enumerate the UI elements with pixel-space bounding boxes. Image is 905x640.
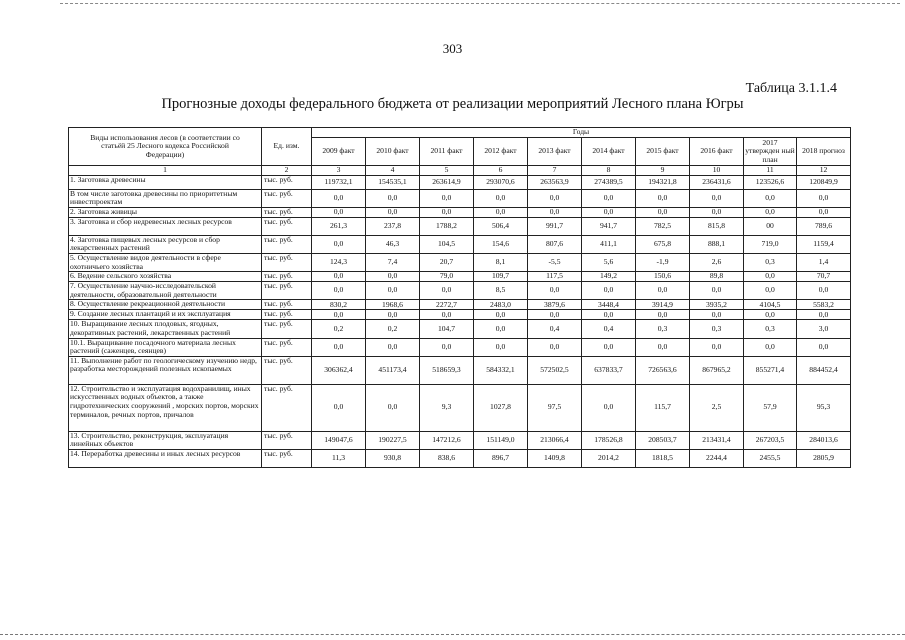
row-value-cell: 0,0 xyxy=(797,338,851,356)
row-value-cell: 0,2 xyxy=(366,320,420,338)
row-value-cell: 119732,1 xyxy=(312,175,366,189)
row-activity-name: 9. Создание лесных плантаций и их эксплуатация xyxy=(69,310,262,320)
row-value-cell: 1968,6 xyxy=(366,300,420,310)
row-value-cell: 149047,6 xyxy=(312,431,366,449)
header-year-cell: 2016 факт xyxy=(690,138,744,166)
row-value-cell: 0,0 xyxy=(420,189,474,207)
row-unit: тыс. руб. xyxy=(262,189,312,207)
row-value-cell: 0,0 xyxy=(690,338,744,356)
row-value-cell: 0,0 xyxy=(744,207,797,217)
column-index-cell: 11 xyxy=(744,166,797,176)
row-value-cell: 0,0 xyxy=(582,189,636,207)
row-value-cell: 151149,0 xyxy=(474,431,528,449)
row-value-cell: 888,1 xyxy=(690,235,744,253)
row-activity-name: 3. Заготовка и сбор недревесных лесных ресурсов xyxy=(69,217,262,235)
header-year-cell: 2017 утвержден ный план xyxy=(745,137,795,164)
table-row xyxy=(69,189,851,207)
row-value-cell: 213066,4 xyxy=(528,431,582,449)
row-value-cell: 0,0 xyxy=(690,207,744,217)
row-value-cell: 1,4 xyxy=(797,253,851,271)
row-activity-name: 8. Осуществление рекреационной деятельности xyxy=(69,300,262,310)
row-value-cell: 5,6 xyxy=(582,253,636,271)
row-value-cell: 1409,8 xyxy=(528,449,582,467)
row-value-cell: 4104,5 xyxy=(744,300,797,310)
table-number: Таблица 3.1.1.4 xyxy=(745,81,837,96)
row-value-cell: 855271,4 xyxy=(744,356,797,384)
row-value-cell: 8,1 xyxy=(474,253,528,271)
row-value-cell: 830,2 xyxy=(312,300,366,310)
row-value-cell: 97,5 xyxy=(528,384,582,431)
column-index-cell: 6 xyxy=(474,166,528,176)
row-value-cell: 124,3 xyxy=(312,253,366,271)
row-unit: тыс. руб. xyxy=(262,272,312,282)
row-value-cell: 726563,6 xyxy=(636,356,690,384)
row-value-cell: 123526,6 xyxy=(744,175,797,189)
header-year-cell: 2015 факт xyxy=(636,138,690,166)
row-value-cell: 0,0 xyxy=(420,207,474,217)
row-value-cell: 20,7 xyxy=(420,253,474,271)
row-value-cell: 867965,2 xyxy=(690,356,744,384)
row-value-cell: 896,7 xyxy=(474,449,528,467)
row-value-cell: 0,0 xyxy=(744,310,797,320)
row-value-cell: 79,0 xyxy=(420,272,474,282)
row-activity-name: 10. Выращивание лесных плодовых, ягодных, декоративных растений, лекарственных растений xyxy=(69,320,262,338)
row-value-cell: 838,6 xyxy=(420,449,474,467)
column-index-cell: 7 xyxy=(528,166,582,176)
row-value-cell: 237,8 xyxy=(366,217,420,235)
row-value-cell: 0,0 xyxy=(797,207,851,217)
page-number: 303 xyxy=(442,41,463,56)
row-value-cell: 0,3 xyxy=(690,320,744,338)
row-value-cell: 0,0 xyxy=(366,189,420,207)
row-activity-name: 14. Переработка древесины и иных лесных ресурсов xyxy=(69,449,262,467)
column-index-row xyxy=(69,166,851,176)
forecast-revenue-table xyxy=(68,127,851,468)
row-value-cell: 5583,2 xyxy=(797,300,851,310)
header-year-cell: 2009 факт xyxy=(312,138,366,166)
document-title: Прогнозные доходы федерального бюджета от реализации мероприятий Лесного плана Югры xyxy=(161,96,744,112)
row-value-cell: 117,5 xyxy=(528,272,582,282)
row-activity-name: 11. Выполнение работ по геологическому изучению недр, разработка месторождений полезных ископаемых xyxy=(69,356,262,384)
row-value-cell: 0,0 xyxy=(582,310,636,320)
row-value-cell: 2014,2 xyxy=(582,449,636,467)
row-unit: тыс. руб. xyxy=(262,431,312,449)
row-value-cell: 0,0 xyxy=(582,207,636,217)
header-year-cell: 2010 факт xyxy=(366,138,420,166)
table-row xyxy=(69,253,851,271)
row-value-cell: 0,0 xyxy=(312,310,366,320)
column-index-cell: 8 xyxy=(582,166,636,176)
row-value-cell: 0,0 xyxy=(690,310,744,320)
row-activity-name: В том числе заготовка древесины по приоритетным инвестпроектам xyxy=(69,189,262,207)
row-value-cell: 11,3 xyxy=(312,449,366,467)
row-value-cell: 0,0 xyxy=(636,207,690,217)
row-value-cell: 0,0 xyxy=(744,282,797,300)
row-value-cell: 213431,4 xyxy=(690,431,744,449)
row-value-cell: 154,6 xyxy=(474,235,528,253)
row-value-cell: 0,0 xyxy=(528,189,582,207)
row-value-cell: 719,0 xyxy=(744,235,797,253)
row-value-cell: 109,7 xyxy=(474,272,528,282)
row-value-cell: 0,0 xyxy=(312,384,366,431)
row-value-cell: 782,5 xyxy=(636,217,690,235)
row-value-cell: 263563,9 xyxy=(528,175,582,189)
row-value-cell: 584332,1 xyxy=(474,356,528,384)
row-value-cell: 518659,3 xyxy=(420,356,474,384)
row-value-cell: 120849,9 xyxy=(797,175,851,189)
row-value-cell: 284013,6 xyxy=(797,431,851,449)
row-value-cell: 3935,2 xyxy=(690,300,744,310)
row-value-cell: 0,0 xyxy=(636,189,690,207)
row-value-cell: -5,5 xyxy=(528,253,582,271)
scan-edge-top xyxy=(60,3,900,4)
row-activity-name: 12. Строительство и эксплуатация водохранилищ, иных искусственных водных объектов, а также гидротехнических сооружений , морских портов, морских терминалов, речных портов, причалов xyxy=(69,384,262,431)
table-row xyxy=(69,310,851,320)
header-years: Годы xyxy=(312,128,851,138)
row-unit: тыс. руб. xyxy=(262,282,312,300)
row-value-cell: 0,0 xyxy=(744,189,797,207)
row-value-cell: 0,0 xyxy=(797,310,851,320)
row-unit: тыс. руб. xyxy=(262,253,312,271)
row-value-cell: 637833,7 xyxy=(582,356,636,384)
row-activity-name: 2. Заготовка живицы xyxy=(69,207,262,217)
row-value-cell: 1027,8 xyxy=(474,384,528,431)
row-value-cell: 0,0 xyxy=(474,207,528,217)
table-row xyxy=(69,449,851,467)
row-unit: тыс. руб. xyxy=(262,320,312,338)
row-value-cell: 0,0 xyxy=(312,207,366,217)
row-value-cell: 0,0 xyxy=(366,282,420,300)
column-index-cell: 3 xyxy=(312,166,366,176)
header-unit: Ед. изм. xyxy=(262,128,312,166)
row-value-cell: 451173,4 xyxy=(366,356,420,384)
row-value-cell: 293070,6 xyxy=(474,175,528,189)
row-value-cell: 0,4 xyxy=(582,320,636,338)
table-row xyxy=(69,300,851,310)
row-value-cell: 00 xyxy=(744,217,797,235)
row-value-cell: 2244,4 xyxy=(690,449,744,467)
row-value-cell: 411,1 xyxy=(582,235,636,253)
row-value-cell: 1159,4 xyxy=(797,235,851,253)
row-value-cell: 0,0 xyxy=(636,338,690,356)
column-index-cell: 5 xyxy=(420,166,474,176)
row-activity-name: 5. Осуществление видов деятельности в сфере охотничьего хозяйства xyxy=(69,253,262,271)
row-value-cell: 0,0 xyxy=(366,310,420,320)
row-value-cell: 236431,6 xyxy=(690,175,744,189)
row-value-cell: -1,9 xyxy=(636,253,690,271)
header-year-cell: 2011 факт xyxy=(420,138,474,166)
scan-edge-bottom xyxy=(0,634,905,635)
row-value-cell: 1818,5 xyxy=(636,449,690,467)
row-value-cell: 89,8 xyxy=(690,272,744,282)
row-value-cell: 261,3 xyxy=(312,217,366,235)
column-index-cell: 12 xyxy=(797,166,851,176)
row-value-cell: 0,0 xyxy=(474,189,528,207)
row-unit: тыс. руб. xyxy=(262,235,312,253)
row-value-cell: 0,0 xyxy=(312,338,366,356)
row-value-cell: 0,0 xyxy=(366,384,420,431)
row-value-cell: 506,4 xyxy=(474,217,528,235)
row-value-cell: 0,0 xyxy=(528,310,582,320)
row-value-cell: 0,0 xyxy=(366,338,420,356)
table-row xyxy=(69,235,851,253)
row-value-cell: 57,9 xyxy=(744,384,797,431)
row-value-cell: 0,0 xyxy=(582,338,636,356)
row-value-cell: 115,7 xyxy=(636,384,690,431)
table-row xyxy=(69,431,851,449)
row-value-cell: 3,0 xyxy=(797,320,851,338)
row-value-cell: 815,8 xyxy=(690,217,744,235)
row-value-cell: 675,8 xyxy=(636,235,690,253)
table-row xyxy=(69,207,851,217)
row-value-cell: 0,0 xyxy=(797,189,851,207)
row-value-cell: 3914,9 xyxy=(636,300,690,310)
row-value-cell: 8,5 xyxy=(474,282,528,300)
row-value-cell: 263614,9 xyxy=(420,175,474,189)
row-value-cell: 150,6 xyxy=(636,272,690,282)
row-value-cell: 70,7 xyxy=(797,272,851,282)
row-activity-name: 4. Заготовка пищевых лесных ресурсов и сбор лекарственных растений xyxy=(69,235,262,253)
table-row xyxy=(69,384,851,431)
row-value-cell: 178526,8 xyxy=(582,431,636,449)
row-value-cell: 46,3 xyxy=(366,235,420,253)
column-index-cell: 4 xyxy=(366,166,420,176)
row-unit: тыс. руб. xyxy=(262,384,312,431)
row-activity-name: 7. Осуществление научно-исследовательской деятельности, образовательной деятельности xyxy=(69,282,262,300)
row-value-cell: 0,0 xyxy=(420,282,474,300)
row-unit: тыс. руб. xyxy=(262,217,312,235)
row-value-cell: 1788,2 xyxy=(420,217,474,235)
row-value-cell: 0,0 xyxy=(312,282,366,300)
row-value-cell: 2,5 xyxy=(690,384,744,431)
row-value-cell: 0,4 xyxy=(528,320,582,338)
row-value-cell: 0,0 xyxy=(636,282,690,300)
table-row xyxy=(69,175,851,189)
row-activity-name: 1. Заготовка древесины xyxy=(69,175,262,189)
table-row xyxy=(69,320,851,338)
row-value-cell: 2455,5 xyxy=(744,449,797,467)
row-unit: тыс. руб. xyxy=(262,356,312,384)
row-value-cell: 0,0 xyxy=(420,338,474,356)
row-value-cell: 208503,7 xyxy=(636,431,690,449)
row-value-cell: 147212,6 xyxy=(420,431,474,449)
header-year-cell: 2013 факт xyxy=(528,138,582,166)
row-value-cell: 0,0 xyxy=(420,310,474,320)
row-unit: тыс. руб. xyxy=(262,175,312,189)
row-activity-name: 6. Ведение сельского хозяйства xyxy=(69,272,262,282)
row-value-cell: 9,3 xyxy=(420,384,474,431)
row-value-cell: 2483,0 xyxy=(474,300,528,310)
row-value-cell: 0,0 xyxy=(528,207,582,217)
row-value-cell: 2,6 xyxy=(690,253,744,271)
row-value-cell: 0,3 xyxy=(636,320,690,338)
row-unit: тыс. руб. xyxy=(262,338,312,356)
row-value-cell: 0,0 xyxy=(474,338,528,356)
row-value-cell: 0,0 xyxy=(582,282,636,300)
column-index-cell: 2 xyxy=(262,166,312,176)
row-value-cell: 0,0 xyxy=(312,189,366,207)
row-value-cell: 274389,5 xyxy=(582,175,636,189)
row-value-cell: 0,0 xyxy=(636,310,690,320)
table-row xyxy=(69,282,851,300)
header-year-cell: 2018 прогноз xyxy=(797,138,851,166)
row-value-cell: 2272,7 xyxy=(420,300,474,310)
table-row xyxy=(69,356,851,384)
row-value-cell: 0,0 xyxy=(528,338,582,356)
row-value-cell: 884452,4 xyxy=(797,356,851,384)
row-value-cell: 0,0 xyxy=(582,384,636,431)
row-value-cell: 190227,5 xyxy=(366,431,420,449)
row-value-cell: 0,0 xyxy=(366,207,420,217)
header-activity: Виды использования лесов (в соответствии со статьёй 25 Лесного кодекса Российской Федерации) xyxy=(69,128,262,166)
row-unit: тыс. руб. xyxy=(262,310,312,320)
row-unit: тыс. руб. xyxy=(262,449,312,467)
column-index-cell: 10 xyxy=(690,166,744,176)
row-unit: тыс. руб. xyxy=(262,207,312,217)
row-value-cell: 104,7 xyxy=(420,320,474,338)
row-value-cell: 0,0 xyxy=(690,189,744,207)
row-value-cell: 991,7 xyxy=(528,217,582,235)
row-value-cell: 807,6 xyxy=(528,235,582,253)
row-value-cell: 104,5 xyxy=(420,235,474,253)
row-value-cell: 930,8 xyxy=(366,449,420,467)
row-value-cell: 0,2 xyxy=(312,320,366,338)
header-year-cell: 2014 факт xyxy=(582,138,636,166)
row-activity-name: 13. Строительство, реконструкция, эксплуатация линейных объектов xyxy=(69,431,262,449)
row-value-cell: 0,0 xyxy=(690,282,744,300)
row-value-cell: 2805,9 xyxy=(797,449,851,467)
row-activity-name: 10.1. Выращивание посадочного материала лесных растений (саженцев, сеянцев) xyxy=(69,338,262,356)
row-value-cell: 0,0 xyxy=(366,272,420,282)
row-value-cell: 154535,1 xyxy=(366,175,420,189)
row-value-cell: 3448,4 xyxy=(582,300,636,310)
row-value-cell: 789,6 xyxy=(797,217,851,235)
row-value-cell: 7,4 xyxy=(366,253,420,271)
row-value-cell: 0,0 xyxy=(744,338,797,356)
row-value-cell: 572502,5 xyxy=(528,356,582,384)
row-value-cell: 149,2 xyxy=(582,272,636,282)
row-value-cell: 0,0 xyxy=(312,235,366,253)
row-value-cell: 0,0 xyxy=(474,320,528,338)
header-year-cell: 2012 факт xyxy=(474,138,528,166)
row-value-cell: 306362,4 xyxy=(312,356,366,384)
row-value-cell: 941,7 xyxy=(582,217,636,235)
table-row xyxy=(69,217,851,235)
row-value-cell: 0,0 xyxy=(797,282,851,300)
table-row xyxy=(69,338,851,356)
row-value-cell: 0,0 xyxy=(312,272,366,282)
row-value-cell: 194321,8 xyxy=(636,175,690,189)
row-value-cell: 0,3 xyxy=(744,253,797,271)
row-value-cell: 0,0 xyxy=(744,272,797,282)
row-value-cell: 0,3 xyxy=(744,320,797,338)
table-row xyxy=(69,272,851,282)
row-value-cell: 95,3 xyxy=(797,384,851,431)
row-value-cell: 0,0 xyxy=(474,310,528,320)
column-index-cell: 1 xyxy=(69,166,262,176)
row-value-cell: 267203,5 xyxy=(744,431,797,449)
row-value-cell: 3879,6 xyxy=(528,300,582,310)
row-unit: тыс. руб. xyxy=(262,300,312,310)
column-index-cell: 9 xyxy=(636,166,690,176)
row-value-cell: 0,0 xyxy=(528,282,582,300)
